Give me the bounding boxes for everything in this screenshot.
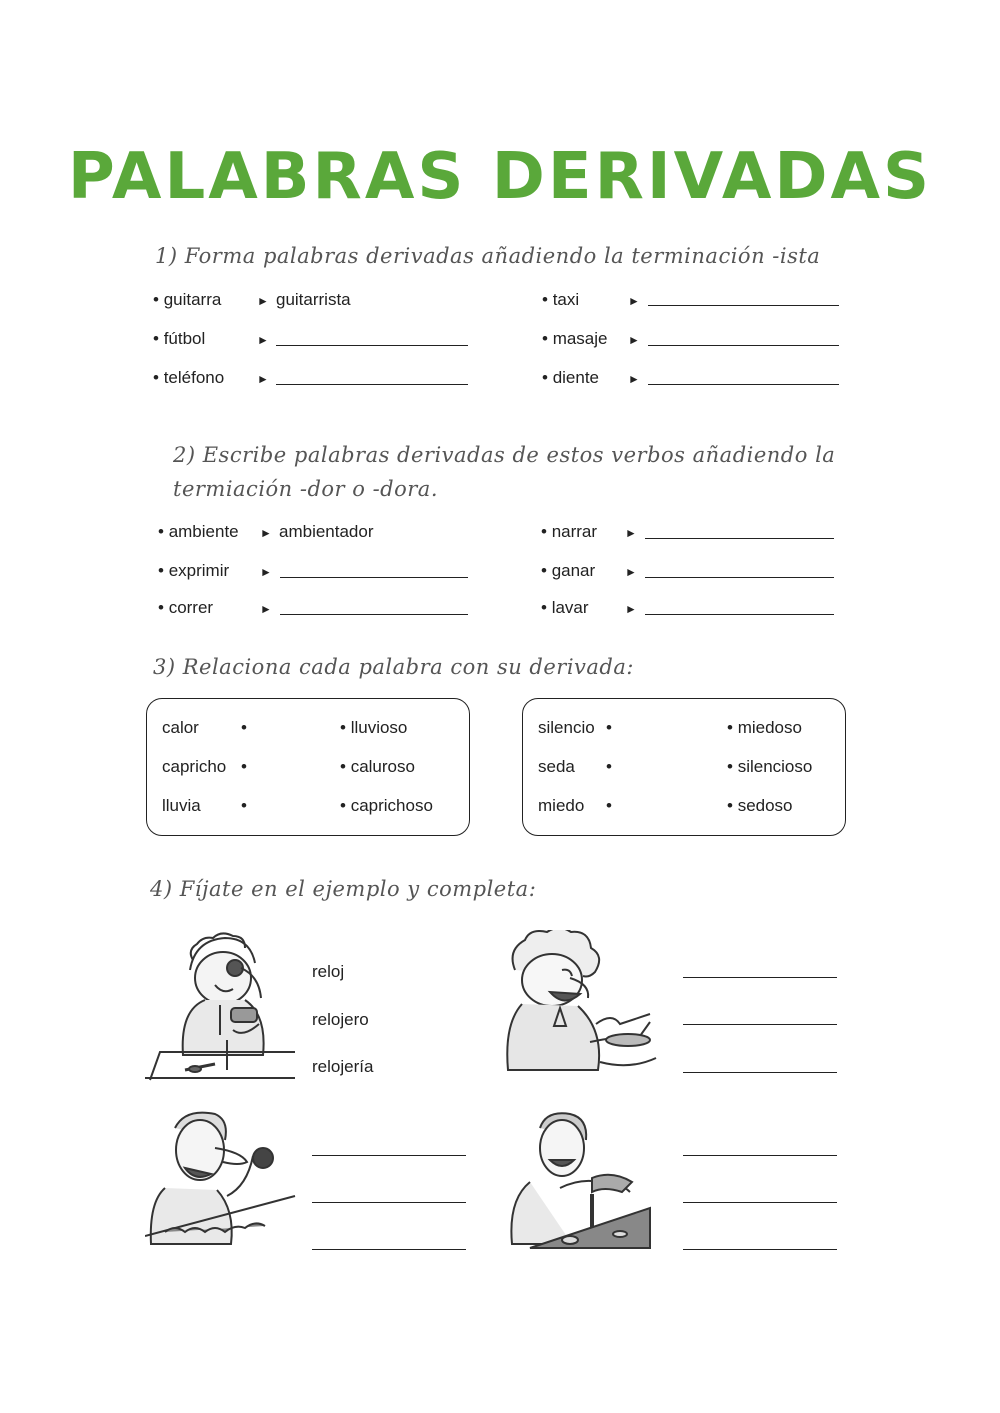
answer-blank[interactable]	[645, 614, 834, 615]
match-dot-icon[interactable]: •	[727, 718, 733, 737]
arrow-icon: ►	[625, 602, 637, 616]
answer-blank[interactable]	[645, 577, 834, 578]
list-item	[158, 561, 229, 581]
word: teléfono	[163, 368, 225, 387]
arrow-icon: ►	[257, 294, 269, 308]
answer-blank[interactable]	[312, 1202, 466, 1203]
list-item	[542, 290, 579, 310]
bullet-icon: •	[153, 329, 159, 348]
word: fútbol	[163, 329, 206, 348]
bullet-icon: •	[542, 329, 548, 348]
match-derived: • lluvioso	[340, 718, 408, 737]
fruit-seller-illustration	[145, 1108, 300, 1253]
bullet-icon: •	[542, 368, 548, 387]
section4-heading: 4) Fíjate en el ejemplo y completa:	[150, 877, 537, 901]
list-item	[158, 598, 213, 618]
match-dot-icon[interactable]: •	[340, 796, 346, 815]
word: taxi	[552, 290, 580, 309]
list-item	[542, 329, 608, 349]
answer-blank[interactable]	[276, 384, 468, 385]
answer-blank[interactable]	[648, 384, 839, 385]
match-dot-icon[interactable]: •	[606, 757, 612, 776]
shoemaker-illustration	[500, 1108, 658, 1253]
cook-illustration	[500, 930, 658, 1078]
answer-blank[interactable]	[683, 1249, 837, 1250]
example-word: relojero	[312, 1010, 369, 1029]
arrow-icon: ►	[260, 565, 272, 579]
word: lavar	[551, 598, 589, 617]
answer-example: ambientador	[279, 522, 374, 541]
bullet-icon: •	[158, 598, 164, 617]
bullet-icon: •	[541, 561, 547, 580]
word: correr	[168, 598, 214, 617]
word: ambiente	[168, 522, 239, 541]
list-item	[541, 522, 597, 542]
answer-blank[interactable]	[648, 305, 839, 306]
match-dot-icon[interactable]: •	[241, 796, 247, 815]
arrow-icon: ►	[628, 333, 640, 347]
match-dot-icon[interactable]: •	[340, 757, 346, 776]
match-dot-icon[interactable]: •	[241, 757, 247, 776]
match-word: lluvia	[162, 796, 201, 815]
match-word: capricho	[162, 757, 227, 776]
match-word: miedo	[538, 796, 585, 815]
answer-blank[interactable]	[312, 1249, 466, 1250]
section2-heading-line2: termiación -dor o -dora.	[173, 477, 439, 501]
list-item	[542, 368, 599, 388]
bullet-icon: •	[158, 522, 164, 541]
answer-blank[interactable]	[683, 1072, 837, 1073]
match-dot-icon[interactable]: •	[727, 757, 733, 776]
section1-heading: 1) Forma palabras derivadas añadiendo la terminación -ista	[155, 244, 821, 268]
word: exprimir	[168, 561, 230, 580]
list-item	[541, 598, 589, 618]
list-item	[153, 290, 221, 310]
arrow-icon: ►	[628, 294, 640, 308]
match-derived: • sedoso	[727, 796, 793, 815]
example-word: reloj	[312, 962, 345, 981]
match-derived: • silencioso	[727, 757, 813, 776]
section3-heading: 3) Relaciona cada palabra con su derivada:	[153, 655, 634, 679]
match-word: silencio	[538, 718, 595, 737]
bullet-icon: •	[158, 561, 164, 580]
bullet-icon: •	[542, 290, 548, 309]
bullet-icon: •	[153, 368, 159, 387]
example-word: relojería	[312, 1057, 374, 1076]
answer-blank[interactable]	[683, 1155, 837, 1156]
answer-blank[interactable]	[648, 345, 839, 346]
match-word: seda	[538, 757, 575, 776]
match-dot-icon[interactable]: •	[606, 718, 612, 737]
page-title: PALABRAS DERIVADAS	[67, 140, 933, 214]
match-derived: • caluroso	[340, 757, 415, 776]
match-word: calor	[162, 718, 199, 737]
arrow-icon: ►	[260, 526, 272, 540]
answer-blank[interactable]	[312, 1155, 466, 1156]
answer-blank[interactable]	[280, 577, 468, 578]
arrow-icon: ►	[625, 526, 637, 540]
list-item	[541, 561, 595, 581]
bullet-icon: •	[541, 598, 547, 617]
answer-blank[interactable]	[683, 1024, 837, 1025]
arrow-icon: ►	[628, 372, 640, 386]
word: narrar	[551, 522, 598, 541]
word: diente	[552, 368, 600, 387]
answer-blank[interactable]	[683, 1202, 837, 1203]
answer-blank[interactable]	[645, 538, 834, 539]
list-item	[153, 329, 205, 349]
list-item	[153, 368, 224, 388]
match-dot-icon[interactable]: •	[727, 796, 733, 815]
answer-blank[interactable]	[683, 977, 837, 978]
arrow-icon: ►	[257, 372, 269, 386]
arrow-icon: ►	[260, 602, 272, 616]
bullet-icon: •	[153, 290, 159, 309]
answer-blank[interactable]	[280, 614, 468, 615]
match-dot-icon[interactable]: •	[606, 796, 612, 815]
watchmaker-illustration	[145, 930, 300, 1085]
word: masaje	[552, 329, 608, 348]
answer-example: guitarrista	[276, 290, 351, 309]
match-dot-icon[interactable]: •	[340, 718, 346, 737]
match-dot-icon[interactable]: •	[241, 718, 247, 737]
word: ganar	[551, 561, 596, 580]
bullet-icon: •	[541, 522, 547, 541]
match-derived: • miedoso	[727, 718, 802, 737]
arrow-icon: ►	[257, 333, 269, 347]
arrow-icon: ►	[625, 565, 637, 579]
section2-heading-line1: 2) Escribe palabras derivadas de estos verbos añadiendo la	[173, 443, 836, 467]
match-derived: • caprichoso	[340, 796, 433, 815]
answer-blank[interactable]	[276, 345, 468, 346]
list-item	[158, 522, 239, 542]
word: guitarra	[163, 290, 222, 309]
